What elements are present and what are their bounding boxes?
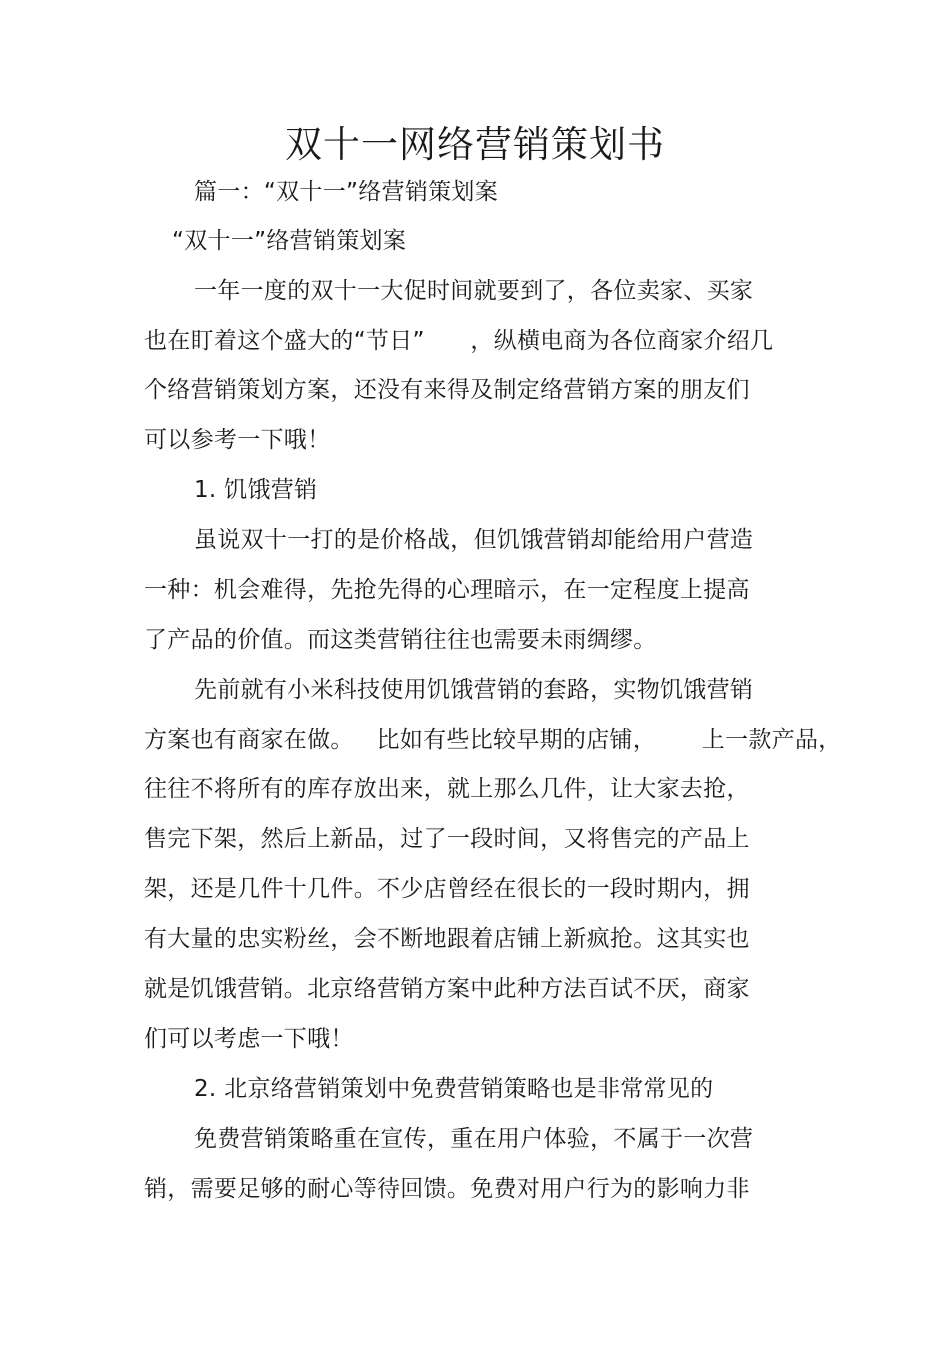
paragraph-line: 一种：机会难得，先抢先得的心理暗示，在一定程度上提高 xyxy=(144,577,750,603)
paragraph-line: 售完下架，然后上新品，过了一段时间，又将售完的产品上 xyxy=(144,826,750,852)
document-title: 双十一网络营销策划书 xyxy=(285,123,665,166)
paragraph-line: 有大量的忠实粉丝，会不断地跟着店铺上新疯抢。这其实也 xyxy=(144,926,750,952)
paragraph-line: 一年一度的双十一大促时间就要到了，各位卖家、买家 xyxy=(194,278,754,304)
paragraph-line: 个络营销策划方案，还没有来得及制定络营销方案的朋友们 xyxy=(144,377,750,403)
paragraph-line: 架，还是几件十几件。不少店曾经在很长的一段时期内，拥 xyxy=(144,876,750,902)
paragraph-line: 免费营销策略重在宣传，重在用户体验，不属于一次营 xyxy=(194,1126,754,1152)
paragraph-line: 方案也有商家在做。 比如有些比较早期的店铺， 上一款产品， xyxy=(144,727,842,753)
paragraph-line: 就是饥饿营销。北京络营销方案中此种方法百试不厌，商家 xyxy=(144,976,750,1002)
section-heading: 篇一：“双十一”络营销策划案 xyxy=(194,179,499,205)
subheading: “双十一”络营销策划案 xyxy=(172,228,407,254)
paragraph-line: 往往不将所有的库存放出来，就上那么几件，让大家去抢， xyxy=(144,776,750,802)
paragraph-line: 先前就有小米科技使用饥饿营销的套路，实物饥饿营销 xyxy=(194,677,754,703)
paragraph-line: 销，需要足够的耐心等待回馈。免费对用户行为的影响力非 xyxy=(144,1176,750,1202)
paragraph-line: 虽说双十一打的是价格战，但饥饿营销却能给用户营造 xyxy=(194,527,754,553)
list-heading: 2. 北京络营销策划中免费营销策略也是非常常见的 xyxy=(194,1076,714,1102)
paragraph-line: 们可以考虑一下哦！ xyxy=(144,1026,354,1052)
paragraph-line: 也在盯着这个盛大的“节日” ，纵横电商为各位商家介绍几 xyxy=(144,328,774,354)
paragraph-line: 可以参考一下哦！ xyxy=(144,427,331,453)
list-heading: 1. 饥饿营销 xyxy=(194,477,318,503)
paragraph-line: 了产品的价值。而这类营销往往也需要未雨绸缪。 xyxy=(144,627,657,653)
